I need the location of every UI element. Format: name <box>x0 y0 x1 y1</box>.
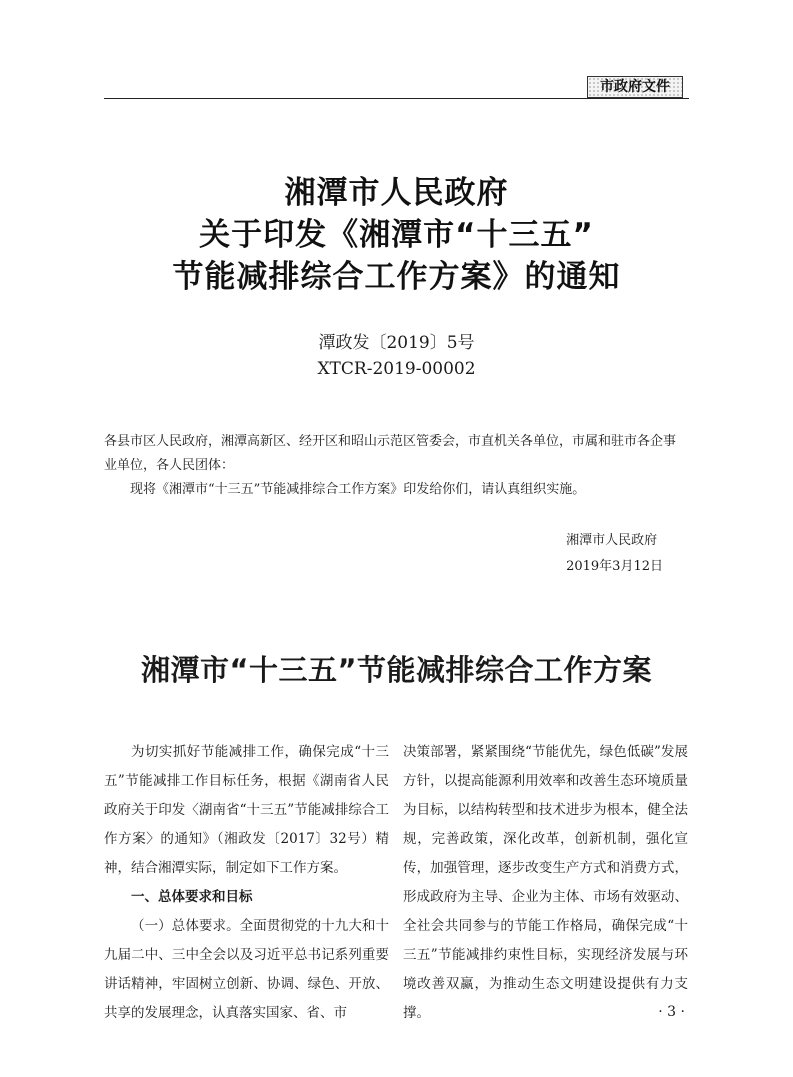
issuer-name: 湘潭市人民政府 <box>566 533 658 548</box>
title-line-1: 湘潭市人民政府 <box>284 175 509 211</box>
document-number-line: 潭政发〔2019〕5号 <box>318 333 475 353</box>
title-line-3: 节能减排综合工作方案》的通知 <box>172 259 621 295</box>
page-number: · 3 · <box>658 1004 685 1020</box>
section-heading: 一、总体要求和目标 <box>131 889 253 905</box>
notice-text: 现将《湘潭市“十三五”节能减排综合工作方案》印发给你们，请认真组织实施。 <box>130 482 586 497</box>
notice-body <box>104 430 689 502</box>
recipients-line-2: 业单位，各人民团体： <box>104 458 235 473</box>
left-column <box>104 738 389 1028</box>
header-rule <box>104 98 689 99</box>
document-category-tag: 市政府文件 <box>587 76 683 98</box>
signature-block <box>566 528 663 580</box>
title-line-2: 关于印发《湘潭市“十三五” <box>199 217 594 253</box>
notice-title <box>104 172 689 298</box>
right-column <box>403 738 688 1028</box>
document-number <box>104 330 689 382</box>
general-requirements-paragraph: （一）总体要求。全面贯彻党的十九大和十九届二中、三中全会以及习近平总书记系列重要讲话精神，牢固树立创新、协调、绿色、开放、共享的发展理念，认真落实国家、省、市 <box>104 918 389 1021</box>
plan-title: 湘潭市“十三五”节能减排综合工作方案 <box>140 653 653 687</box>
issue-date: 2019年3月12日 <box>566 559 663 574</box>
recipients-line-1: 各县市区人民政府，湘潭高新区、经开区和昭山示范区管委会，市直机关各单位，市属和驻市各企事 <box>104 434 677 449</box>
general-requirements-continued: 决策部署，紧紧围绕“节能优先，绿色低碳”发展方针，以提高能源利用效率和改善生态环境质量为目标，以结构转型和技术进步为根本，健全法规，完善政策，深化改革，创新机制，强化宣传，加强管理，逐步改变生产方式和消费方式，形成政府为主导、企业为主体、市场有效驱动、全社会共同参与的节能工作格局，确保完成“十三五”节能减排约束性目标，实现经济发展与环境改善双赢，为推动生态文明建设提供有力支撑。 <box>403 744 688 1021</box>
document-code-line: XTCR-2019-00002 <box>317 359 476 379</box>
intro-paragraph: 为切实抓好节能减排工作，确保完成“十三五”节能减排工作目标任务，根据《湖南省人民政府关于印发〈湖南省“十三五”节能减排综合工作方案〉的通知》（湘政发〔2017〕32号）精神，结合湘潭实际，制定如下工作方案。 <box>104 744 389 876</box>
